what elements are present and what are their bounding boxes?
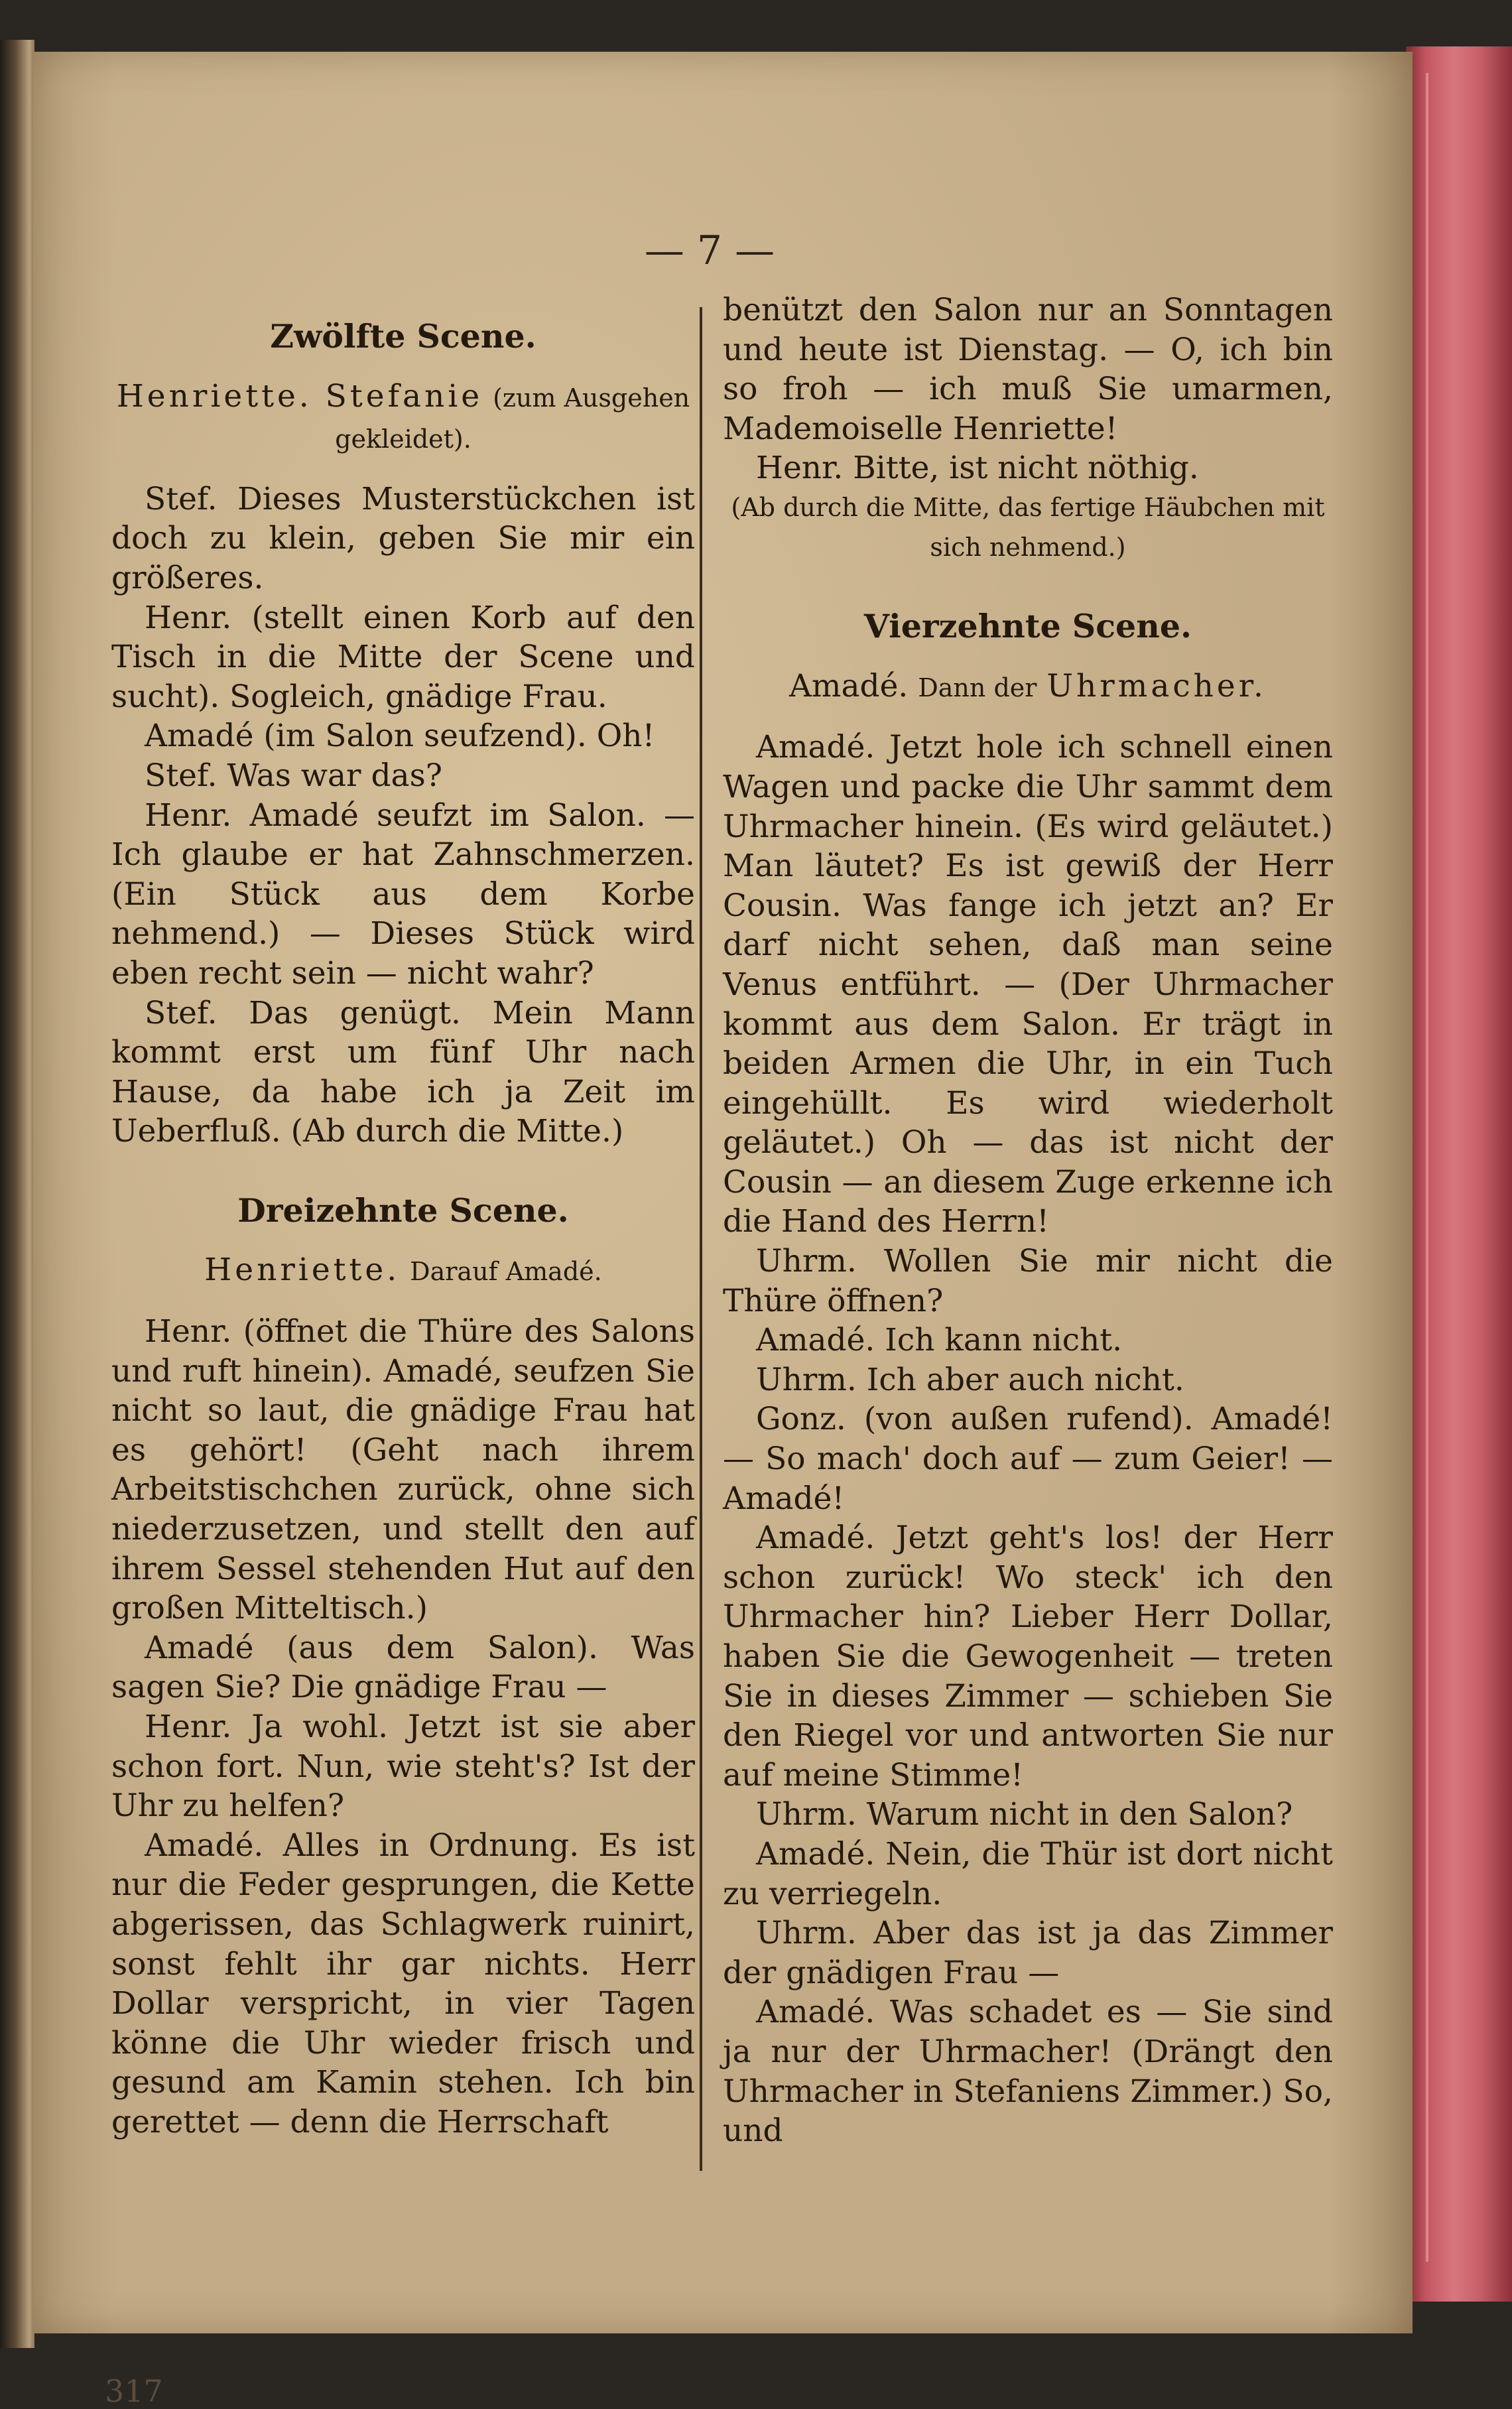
dialogue-paragraph: Stef. Was war das? — [145, 757, 442, 794]
scene-cast — [111, 377, 695, 460]
dialogue-paragraph: Uhrm. Aber das ist ja das Zimmer der gnädigen Frau — — [723, 1915, 1333, 1991]
red-page-edge — [1406, 46, 1512, 2302]
dialogue-paragraph: Gonz. (von außen rufend). Amadé! — So mach' doch auf — zum Geier! — Amadé! — [723, 1401, 1333, 1517]
stage-direction: Darauf Amadé. — [410, 1257, 602, 1287]
dialogue-paragraph: Amadé. Jetzt hole ich schnell einen Wagen und packe die Uhr sammt dem Uhrmacher hinein. (Es wird geläutet.) Man läutet? Es ist gewiß der Herr Cousin. Was fange ich jetzt an? Er darf nicht sehen, daß man seine Venus entführt. — (Der Uhrmacher kommt aus dem Salon. Er trägt in beiden Armen die Uhr, in ein Tuch eingehüllt. Es wird wiederholt geläutet.) Oh — das ist nicht der Cousin — an diesem Zuge erkenne ich die Hand des Herrn! — [723, 729, 1333, 1240]
page-number: — 7 — — [644, 228, 775, 274]
stage-direction: Dann der — [918, 673, 1037, 702]
pencil-margin-note: 317 — [105, 2373, 163, 2409]
cast-names: Uhrmacher. — [1046, 667, 1267, 704]
scene-heading: Zwölfte Scene. — [270, 317, 536, 356]
book-page — [33, 52, 1413, 2409]
scene-heading: Vierzehnte Scene. — [863, 607, 1192, 646]
dialogue-paragraph: Amadé. Nein, die Thür ist dort nicht zu verriegeln. — [723, 1835, 1333, 1912]
dialogue-paragraph: Henr. Bitte, ist nicht nöthig. — [756, 450, 1199, 487]
dialogue-paragraph: Amadé. Jetzt geht's los! der Herr schon zurück! Wo steck' ich den Uhrmacher hin? Lieber Herr Dollar, haben Sie die Gewogenheit — treten Sie in dieses Zimmer — schieben Sie den Riegel vor und antworten Sie nur auf meine Stimme! — [723, 1520, 1333, 1793]
cast-names: Amadé. — [788, 667, 909, 704]
dialogue-paragraph: Henr. Amadé seufzt im Salon. — Ich glaube er hat Zahnschmerzen. (Ein Stück aus dem Korbe nehmend.) — Dieses Stück wird eben recht sein — nicht wahr? — [111, 797, 695, 992]
dialogue-paragraph: Amadé (aus dem Salon). Was sagen Sie? Die gnädige Frau — — [111, 1629, 695, 1706]
dialogue-paragraph: Uhrm. Warum nicht in den Salon? — [756, 1796, 1293, 1833]
dialogue-paragraph: benützt den Salon nur an Sonntagen und heute ist Dienstag. — O, ich bin so froh — ich muß Sie umarmen, Mademoiselle Henriette! — [723, 292, 1333, 447]
dialogue-paragraph: Amadé. Alles in Ordnung. Es ist nur die Feder gesprungen, die Kette abgerissen, das Schlagwerk ruinirt, sonst fehlt ihr gar nichts. Herr Dollar verspricht, in vier Tagen könne die Uhr wieder frisch und gesund am Kamin stehen. Ich bin gerettet — denn die Herrschaft — [111, 1827, 695, 2140]
left-column — [111, 297, 695, 2142]
scene-cast — [723, 667, 1333, 708]
dialogue-paragraph: Amadé. Ich kann nicht. — [756, 1322, 1123, 1359]
left-page-edge — [0, 40, 34, 2348]
page-edge-highlight — [1426, 73, 1428, 2262]
dialogue-paragraph: Stef. Das genügt. Mein Mann kommt erst um fünf Uhr nach Hause, da habe ich ja Zeit im Ueberfluß. (Ab durch die Mitte.) — [111, 994, 695, 1150]
dialogue-paragraph: Henr. (stellt einen Korb auf den Tisch in die Mitte der Scene und sucht). Sogleich, gnädige Frau. — [111, 599, 695, 715]
dialogue-paragraph: Amadé (im Salon seufzend). Oh! — [145, 718, 655, 755]
stage-direction: (Ab durch die Mitte, das fertige Häubchen mit sich nehmend.) — [731, 492, 1325, 562]
stage-direction: (zum Ausgehen gekleidet). — [335, 383, 690, 454]
scene-heading: Dreizehnte Scene. — [237, 1191, 569, 1230]
dialogue-paragraph: Uhrm. Wollen Sie mir nicht die Thüre öffnen? — [723, 1243, 1333, 1319]
column-divider — [700, 307, 702, 2171]
dialogue-paragraph: Henr. Ja wohl. Jetzt ist sie aber schon fort. Nun, wie steht's? Ist der Uhr zu helfen? — [111, 1709, 695, 1825]
dialogue-paragraph: Amadé. Was schadet es — Sie sind ja nur der Uhrmacher! (Drängt den Uhrmacher in Stefaniens Zimmer.) So, und — [723, 1994, 1333, 2150]
scene-cast — [111, 1250, 695, 1292]
dialogue-paragraph: Stef. Dieses Musterstückchen ist doch zu klein, geben Sie mir ein größeres. — [111, 480, 695, 596]
dialogue-paragraph: Henr. (öffnet die Thüre des Salons und ruft hinein). Amadé, seufzen Sie nicht so laut, die gnädige Frau hat es gehört! (Geht nach ihrem Arbeitstischchen zurück, ohne sich niederzusetzen, und stellt den auf ihrem Sessel stehenden Hut auf den großen Mitteltisch.) — [111, 1313, 695, 1627]
right-column — [723, 291, 1333, 2151]
cast-names: Henriette. — [204, 1252, 401, 1289]
cast-names: Henriette. Stefanie — [116, 377, 483, 415]
dialogue-paragraph: Uhrm. Ich aber auch nicht. — [756, 1361, 1184, 1398]
